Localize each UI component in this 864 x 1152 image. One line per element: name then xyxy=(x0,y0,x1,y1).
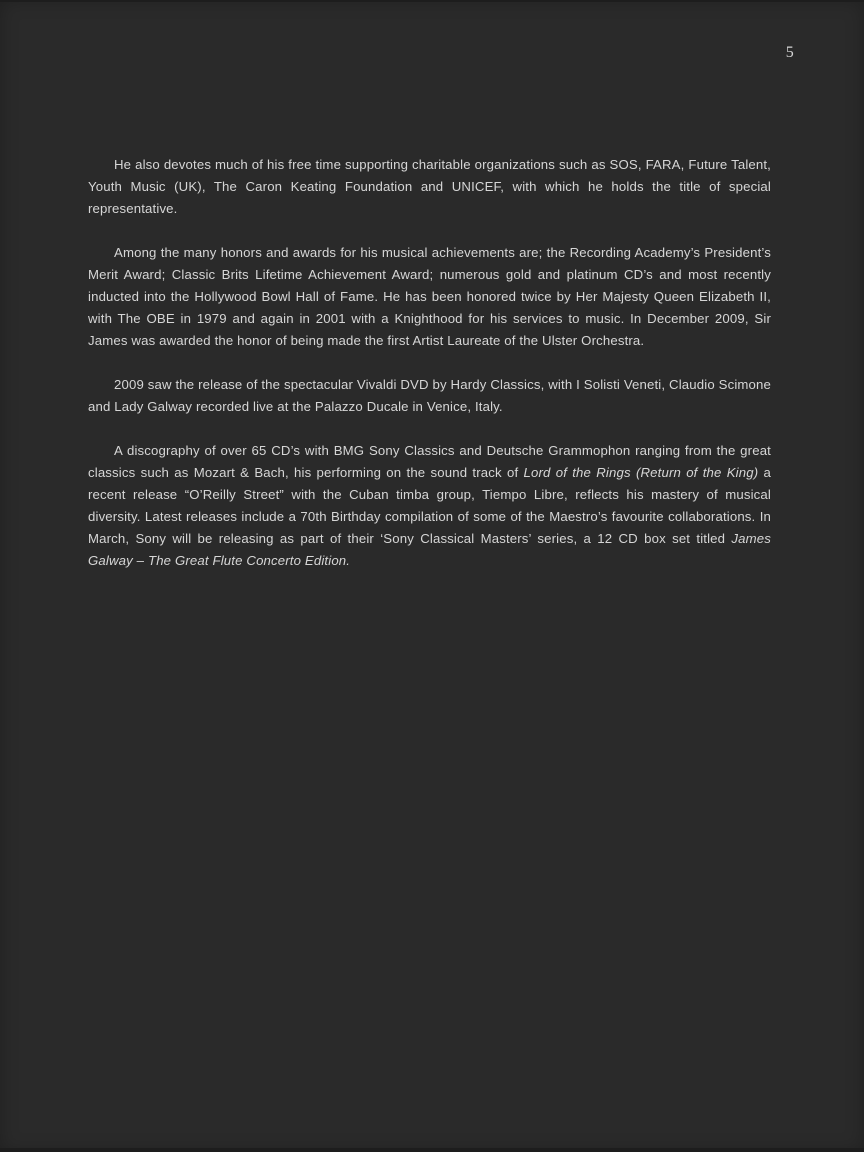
page-number: 5 xyxy=(785,44,794,61)
text-segment: He also devotes much of his free time supporting charitable organizations such as SOS, FARA, Future Talent, Youth Music (UK), The Caron Keating Foundation and UNICEF, with which he holds the title of special representative. xyxy=(88,157,771,216)
text-segment: a recent release “O’Reilly Street” with the Cuban timba group, Tiempo Libre, reflects his mastery of musical diversity. Latest releases include a 70th Birthday compilation of some of the Maestro’s favourite collaborations. In March, Sony will be releasing as part of their ‘Sony Classical Masters’ series, a 12 CD box set titled xyxy=(88,465,771,546)
paragraph xyxy=(88,440,771,572)
text-segment: 2009 saw the release of the spectacular Vivaldi DVD by Hardy Classics, with I Solisti Veneti, Claudio Scimone and Lady Galway recorded live at the Palazzo Ducale in Venice, Italy. xyxy=(88,377,771,414)
text-segment: Among the many honors and awards for his musical achievements are; the Recording Academy’s President’s Merit Award; Classic Brits Lifetime Achievement Award; numerous gold and platinum CD’s and most recently inducted into the Hollywood Bowl Hall of Fame. He has been honored twice by Her Majesty Queen Elizabeth II, with The OBE in 1979 and again in 2001 with a Knighthood for his services to music. In December 2009, Sir James was awarded the honor of being made the first Artist Laureate of the Ulster Orchestra. xyxy=(88,245,771,348)
body-text xyxy=(88,154,771,572)
paragraph xyxy=(88,374,771,418)
paragraph xyxy=(88,154,771,220)
text-segment: A discography of over 65 CD’s with BMG Sony Classics and Deutsche Grammophon ranging from the great classics such as Mozart & Bach, his performing on the sound track of xyxy=(88,443,771,480)
paragraph xyxy=(88,242,771,352)
italic-text-segment: James Galway – The Great Flute Concerto Edition. xyxy=(88,531,771,568)
italic-text-segment: Lord of the Rings (Return of the King) xyxy=(523,465,759,480)
